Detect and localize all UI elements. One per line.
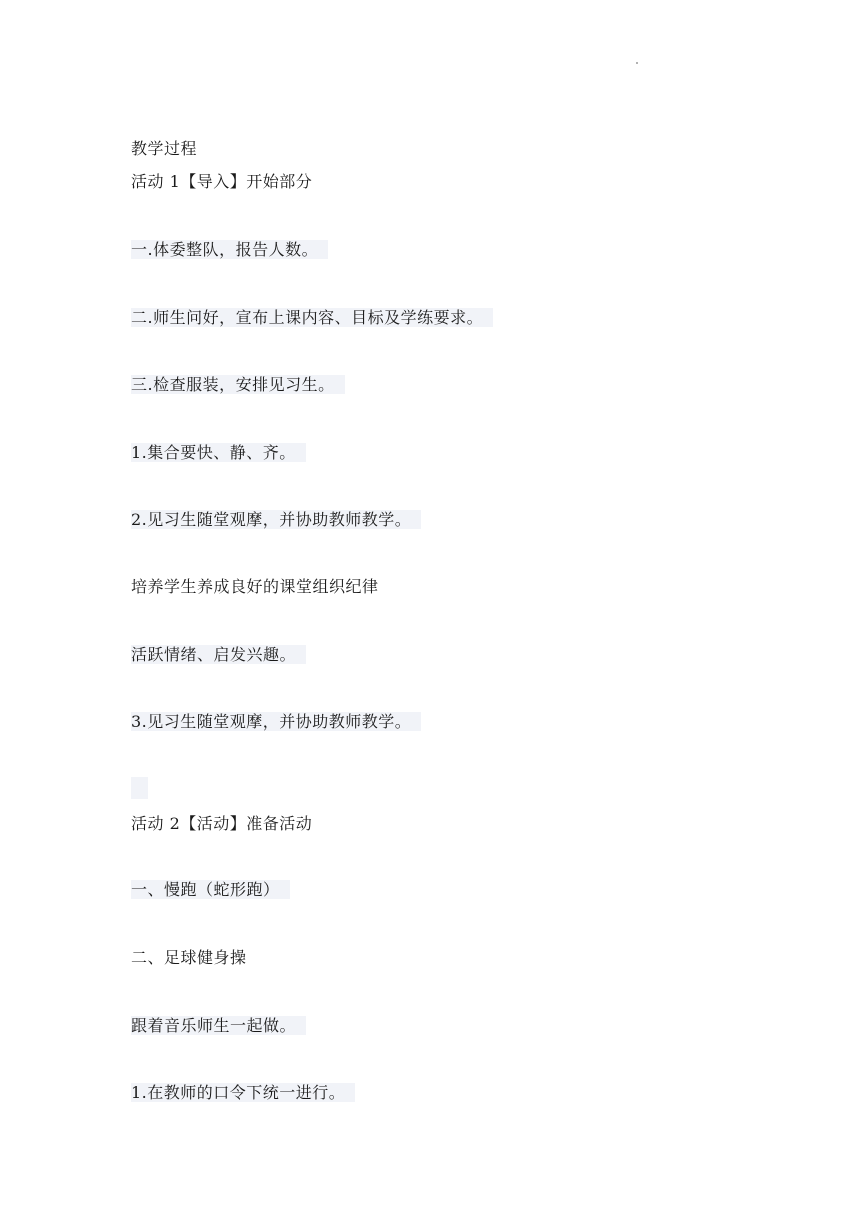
activity-1-item — [131, 509, 421, 531]
activity-2-item-text: 一、慢跑（蛇形跑） — [131, 880, 290, 899]
activity-1-item-text: 一.体委整队，报告人数。 — [131, 240, 328, 259]
activity-1-item-text: 培养学生养成良好的课堂组织纪律 — [131, 577, 379, 596]
section-heading: 教学过程 — [131, 139, 198, 158]
page-mark-dot — [636, 62, 638, 64]
activity-1-item — [131, 442, 306, 464]
activity-1-item — [131, 576, 379, 598]
activity-1-item-text: 2.见习生随堂观摩，并协助教师教学。 — [131, 510, 421, 529]
activity-1-item-text: 二.师生问好，宣布上课内容、目标及学练要求。 — [131, 308, 493, 327]
activity-2-item-text: 1.在教师的口令下统一进行。 — [131, 1083, 355, 1102]
activity-1-item — [131, 644, 306, 666]
activity-2-title: 活动 2【活动】准备活动 — [131, 814, 313, 833]
activity-1-title: 活动 1【导入】开始部分 — [131, 172, 313, 191]
activity-1-item-text: 三.检查服装，安排见习生。 — [131, 375, 345, 394]
activity-1-item — [131, 307, 493, 329]
empty-highlight — [131, 777, 148, 799]
activity-2-item — [131, 1015, 306, 1037]
activity-1-item-text: 活跃情绪、启发兴趣。 — [131, 645, 306, 664]
activity-2-item — [131, 947, 247, 969]
activity-1-item-text: 1.集合要快、静、齐。 — [131, 443, 306, 462]
activity-1-item — [131, 239, 328, 261]
activity-2-item-text: 二、足球健身操 — [131, 948, 247, 967]
activity-2-item-text: 跟着音乐师生一起做。 — [131, 1016, 306, 1035]
activity-1-item — [131, 374, 345, 396]
activity-1-item — [131, 711, 421, 733]
activity-2-item — [131, 879, 290, 901]
activity-2-item — [131, 1082, 355, 1104]
activity-1-item-text: 3.见习生随堂观摩，并协助教师教学。 — [131, 712, 421, 731]
